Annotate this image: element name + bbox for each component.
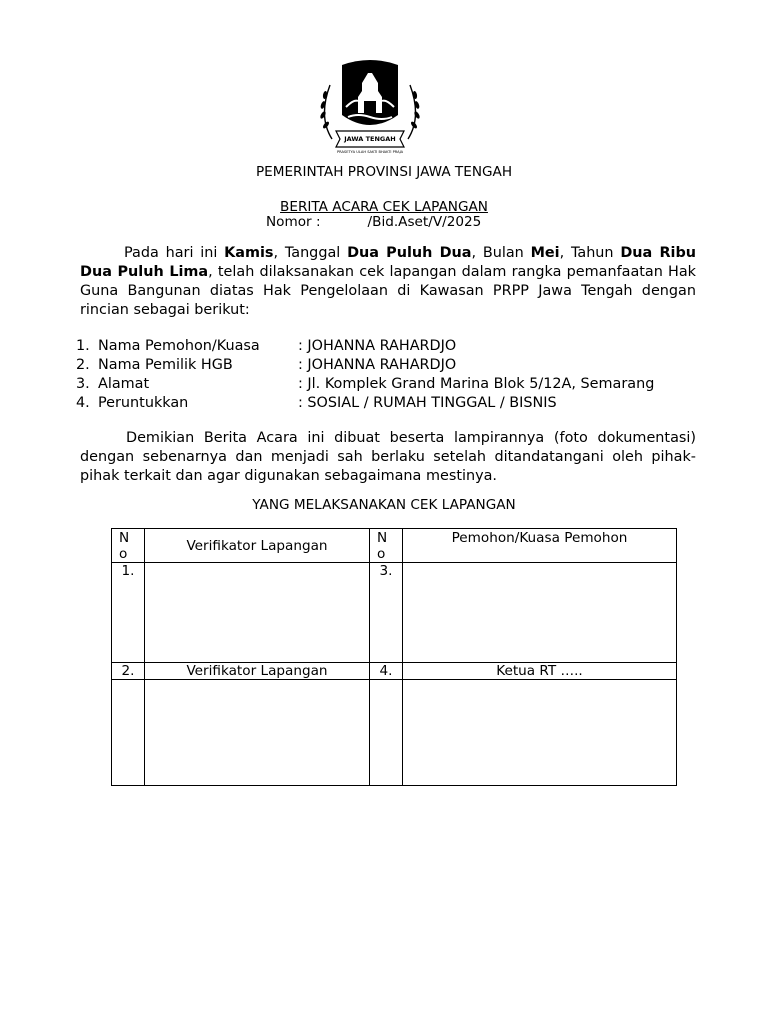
row-number: 4. <box>370 663 403 680</box>
table-header-row <box>112 529 677 563</box>
signature-cell <box>145 680 370 786</box>
intro-text-1: Pada hari ini <box>124 245 225 261</box>
list-label: Nama Pemohon/Kuasa <box>98 338 260 354</box>
list-number: 3. <box>76 376 90 392</box>
empty-cell <box>112 680 145 786</box>
header-no-cell <box>112 529 145 563</box>
intro-paragraph <box>80 244 696 320</box>
header-no-text-a: N <box>119 530 130 546</box>
provincial-emblem-logo <box>302 55 438 155</box>
document-title: BERITA ACARA CEK LAPANGAN <box>280 199 488 215</box>
empty-cell <box>370 680 403 786</box>
list-item <box>76 356 696 375</box>
header-no-text-a: N <box>377 530 388 546</box>
list-number: 2. <box>76 357 90 373</box>
closing-text: Demikian Berita Acara ini dibuat beserta lampirannya (foto dokumentasi) dengan sebenarnya dan menjadi sah berlaku setelah ditandatangani oleh pihak-pihak terkait dan agar digunakan sebagaimana mestinya. <box>80 430 696 484</box>
list-label: Alamat <box>98 376 150 392</box>
role-label-cell: Verifikator Lapangan <box>145 663 370 680</box>
signature-cell <box>403 563 677 663</box>
intro-month: Mei <box>530 245 560 261</box>
intro-year: Dua Ribu Dua Puluh Lima <box>80 245 697 280</box>
document-number-label: Nomor : <box>266 214 321 230</box>
list-value: : Jl. Komplek Grand Marina Blok 5/12A, Semarang <box>298 376 655 392</box>
intro-date: Dua Puluh Dua <box>347 245 472 261</box>
header-verifikator: Verifikator Lapangan <box>145 529 370 563</box>
row-number: 2. <box>112 663 145 680</box>
row-number: 3. <box>370 563 403 663</box>
table-row <box>112 563 677 663</box>
header-pemohon: Pemohon/Kuasa Pemohon <box>403 529 677 563</box>
intro-text-5: , telah dilaksanakan cek lapangan dalam rangka pemanfaatan Hak Guna Bangunan diatas Hak Pengelolaan di Kawasan PRPP Jawa Tengah dengan rincian sebagai berikut: <box>80 264 696 318</box>
list-label: Nama Pemilik HGB <box>98 357 233 373</box>
document-number <box>266 213 481 231</box>
header-no-cell <box>370 529 403 563</box>
intro-text-2: , Tanggal <box>273 245 348 261</box>
signature-cell <box>403 680 677 786</box>
list-item <box>76 375 696 394</box>
list-item <box>76 337 696 356</box>
sign-section-heading: YANG MELAKSANAKAN CEK LAPANGAN <box>252 497 516 513</box>
list-label: Peruntukkan <box>98 395 189 411</box>
list-value: : JOHANNA RAHARDJO <box>298 357 457 373</box>
government-title: PEMERINTAH PROVINSI JAWA TENGAH <box>255 164 513 180</box>
signature-cell <box>145 563 370 663</box>
closing-paragraph <box>80 429 696 486</box>
logo-motto-text: PRASETYA ULAH SAKTI BHAKTI PRAJA <box>336 150 404 154</box>
table-row <box>112 680 677 786</box>
list-number: 4. <box>76 395 90 411</box>
list-item <box>76 394 696 413</box>
list-value: : JOHANNA RAHARDJO <box>298 338 457 354</box>
row-number: 1. <box>112 563 145 663</box>
logo-banner-text: JAWA TENGAH <box>344 135 396 143</box>
header-no-text-b: o <box>119 546 128 562</box>
list-value: : SOSIAL / RUMAH TINGGAL / BISNIS <box>298 395 557 411</box>
details-list <box>76 337 696 413</box>
intro-text-3: , Bulan <box>471 245 531 261</box>
list-number: 1. <box>76 338 90 354</box>
document-number-value: /Bid.Aset/V/2025 <box>367 214 482 230</box>
intro-day: Kamis <box>224 245 274 261</box>
role-label-cell: Ketua RT ….. <box>403 663 677 680</box>
intro-text-4: , Tahun <box>559 245 621 261</box>
header-no-text-b: o <box>377 546 386 562</box>
signature-table <box>111 528 677 786</box>
table-row <box>112 663 677 680</box>
